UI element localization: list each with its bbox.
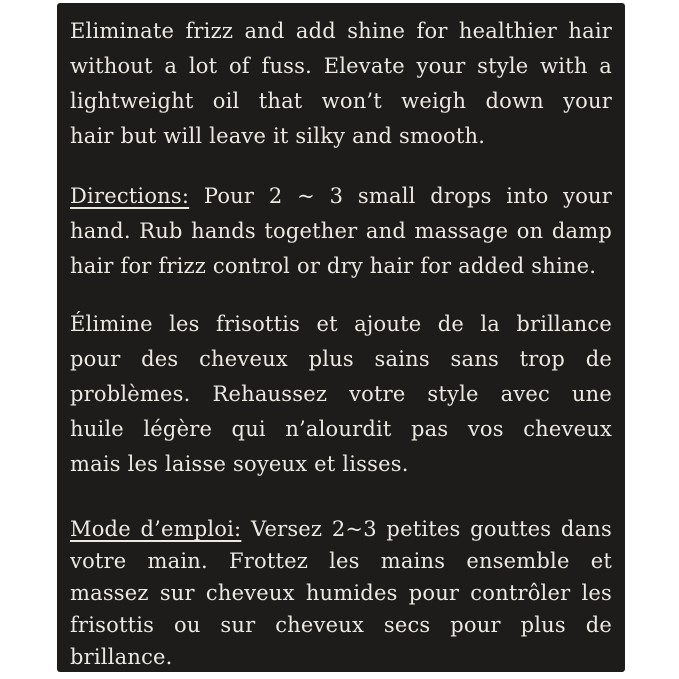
text-line: mais les laisse soyeux et lisses. <box>70 452 409 476</box>
text-line: hair but will leave it silky and smooth. <box>70 124 486 148</box>
text-line: brillance. <box>70 645 173 669</box>
text-line: hair for frizz control or dry hair for added shine. <box>70 254 597 278</box>
paragraph-english-intro <box>70 14 612 154</box>
text-line: hand. Rub hands together and massage on damp <box>70 219 612 243</box>
paragraph-english-directions <box>70 179 612 284</box>
directions-first-line-text: Pour 2 ~ 3 small drops into your <box>189 184 612 208</box>
directions-heading-en: Directions: <box>70 184 190 208</box>
paragraph-french-intro <box>70 307 612 482</box>
text-line: Eliminate frizz and add shine for healthier hair <box>70 19 612 43</box>
paragraph-french-directions <box>70 513 612 673</box>
text-line: Élimine les frisottis et ajoute de la brillance <box>70 312 612 336</box>
text-line: huile légère qui n’alourdit pas vos cheveux <box>70 417 612 441</box>
product-label <box>57 3 625 672</box>
text-line <box>70 513 612 545</box>
directions-heading-fr: Mode d’emploi: <box>70 517 242 541</box>
text-line: lightweight oil that won’t weigh down your <box>70 89 612 113</box>
text-line: pour des cheveux plus sains sans trop de <box>70 347 612 371</box>
text-line: votre main. Frottez les mains ensemble et <box>70 549 612 573</box>
text-line: problèmes. Rehaussez votre style avec une <box>70 382 612 406</box>
text-line: without a lot of fuss. Elevate your style with a <box>70 54 612 78</box>
text-line <box>70 179 612 214</box>
directions-first-line-text: Versez 2~3 petites gouttes dans <box>241 517 612 541</box>
text-line: massez sur cheveux humides pour contrôler les <box>70 581 612 605</box>
text-line: frisottis ou sur cheveux secs pour plus de <box>70 613 612 637</box>
